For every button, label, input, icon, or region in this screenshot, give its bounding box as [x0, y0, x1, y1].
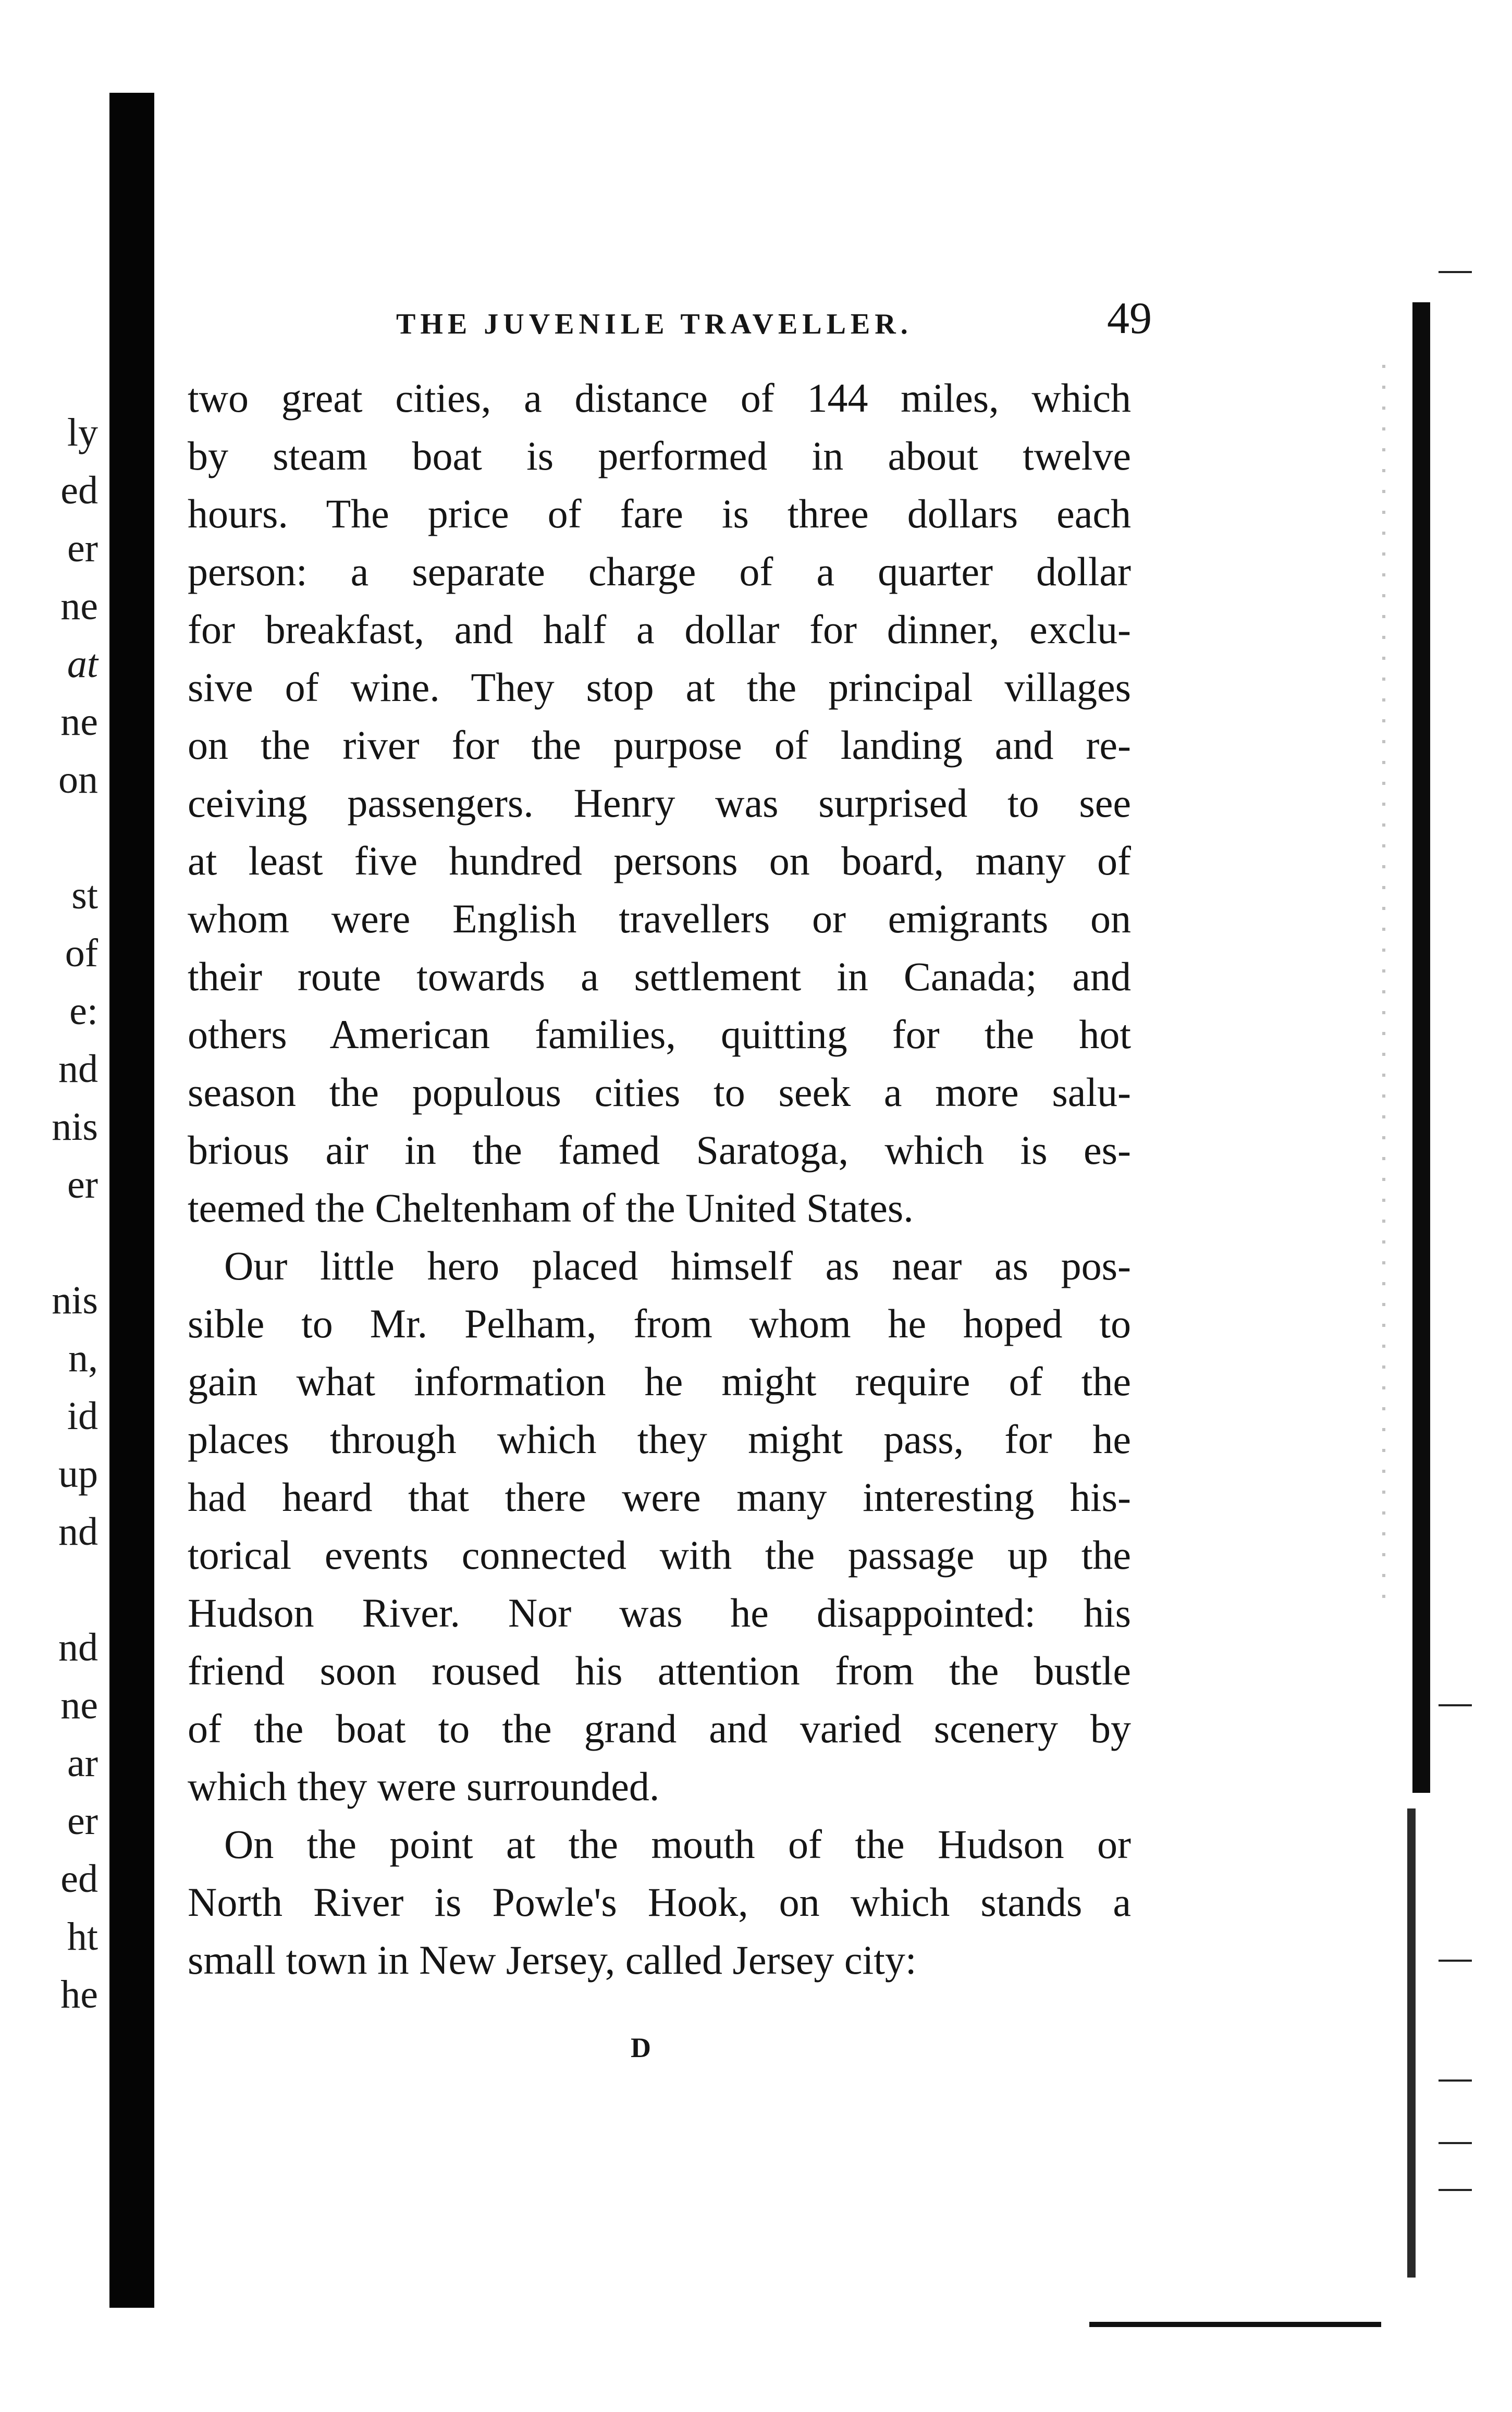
text-line: sible to Mr. Pelham, from whom he hoped to	[188, 1301, 1131, 1346]
running-head	[203, 292, 1152, 344]
paragraph	[188, 1237, 1131, 1815]
text-line: friend soon roused his attention from the bustle	[188, 1648, 1131, 1693]
facing-fragment: e:	[69, 989, 98, 1033]
text-line: for breakfast, and half a dollar for dinner, exclu-	[188, 607, 1131, 652]
text-line: season the populous cities to seek a more salu-	[188, 1069, 1131, 1115]
text-line: sive of wine. They stop at the principal villages	[188, 664, 1131, 710]
text-line: torical events connected with the passage up the	[188, 1532, 1131, 1578]
facing-fragment: er	[67, 526, 98, 570]
text-line: at least five hundred persons on board, many of	[188, 838, 1131, 883]
signature-mark: D	[631, 2032, 653, 2063]
text-line: Hudson River. Nor was he disappointed: his	[188, 1590, 1131, 1635]
edge-tick	[1439, 2079, 1472, 2082]
text-line: whom were English travellers or emigrants on	[188, 896, 1131, 941]
facing-fragment: er	[67, 1799, 98, 1843]
edge-tick	[1439, 271, 1472, 273]
text-line: had heard that there were many interesting his-	[188, 1474, 1131, 1520]
facing-page-margin	[0, 0, 109, 2412]
edge-tick	[1439, 1704, 1472, 1706]
printed-page	[188, 292, 1152, 1989]
facing-fragment: nd	[58, 1626, 98, 1669]
text-line: which they were surrounded.	[188, 1764, 660, 1809]
facing-fragment: ly	[67, 411, 98, 454]
edge-tick	[1439, 1960, 1472, 1962]
text-line: brious air in the famed Saratoga, which is es-	[188, 1127, 1131, 1173]
text-line: places through which they might pass, for he	[188, 1417, 1131, 1462]
text-line: by steam boat is performed in about twelve	[188, 433, 1131, 478]
facing-fragment: er	[67, 1163, 98, 1207]
body-text	[188, 369, 1131, 1989]
facing-fragment: up	[58, 1452, 98, 1496]
facing-fragment: ar	[67, 1741, 98, 1785]
paragraph	[188, 369, 1131, 1237]
scan-noise	[1382, 365, 1385, 1616]
facing-fragment: nd	[58, 1047, 98, 1091]
facing-fragment: id	[67, 1394, 98, 1438]
facing-fragment: ne	[60, 700, 98, 744]
text-line: On the point at the mouth of the Hudson or	[224, 1822, 1131, 1867]
facing-fragment: he	[60, 1973, 98, 2016]
text-line: gain what information he might require of the	[188, 1359, 1131, 1404]
paragraph	[188, 1815, 1131, 1989]
page-number: 49	[1107, 293, 1152, 343]
facing-fragment: ed	[60, 469, 98, 512]
facing-fragment: of	[65, 931, 98, 975]
facing-fragment: st	[71, 873, 98, 917]
text-line: Our little hero placed himself as near as pos-	[224, 1243, 1131, 1288]
text-line: two great cities, a distance of 144 miles, which	[188, 375, 1131, 421]
facing-fragment: nis	[52, 1278, 98, 1322]
facing-fragment: ne	[60, 584, 98, 628]
page-edge-shadow	[1412, 302, 1430, 1793]
page-edge-shadow-lower	[1407, 1808, 1416, 2278]
edge-tick	[1439, 2189, 1472, 2191]
text-line: person: a separate charge of a quarter dollar	[188, 549, 1131, 594]
running-title: THE JUVENILE TRAVELLER.	[396, 308, 913, 340]
text-line: teemed the Cheltenham of the United States.	[188, 1185, 914, 1230]
text-line: small town in New Jersey, called Jersey city:	[188, 1937, 917, 1983]
text-line: their route towards a settlement in Canada; and	[188, 954, 1131, 999]
text-line: ceiving passengers. Henry was surprised to see	[188, 780, 1131, 826]
facing-fragment: ed	[60, 1857, 98, 1901]
facing-fragment: n,	[68, 1336, 98, 1380]
facing-fragment: nd	[58, 1510, 98, 1554]
text-line: others American families, quitting for the hot	[188, 1012, 1131, 1057]
text-line: on the river for the purpose of landing and re-	[188, 722, 1131, 768]
facing-fragment: at	[67, 642, 98, 686]
edge-tick	[1439, 2142, 1472, 2144]
facing-fragment: nis	[52, 1105, 98, 1149]
facing-fragment: ne	[60, 1683, 98, 1727]
facing-fragment: ht	[67, 1915, 98, 1959]
bottom-edge-shadow	[1089, 2322, 1381, 2327]
facing-fragment: on	[58, 758, 98, 802]
text-line: hours. The price of fare is three dollars each	[188, 491, 1131, 536]
text-line: of the boat to the grand and varied scenery by	[188, 1706, 1131, 1751]
binding-gutter	[109, 93, 154, 2308]
text-line: North River is Powle's Hook, on which stands a	[188, 1879, 1131, 1925]
